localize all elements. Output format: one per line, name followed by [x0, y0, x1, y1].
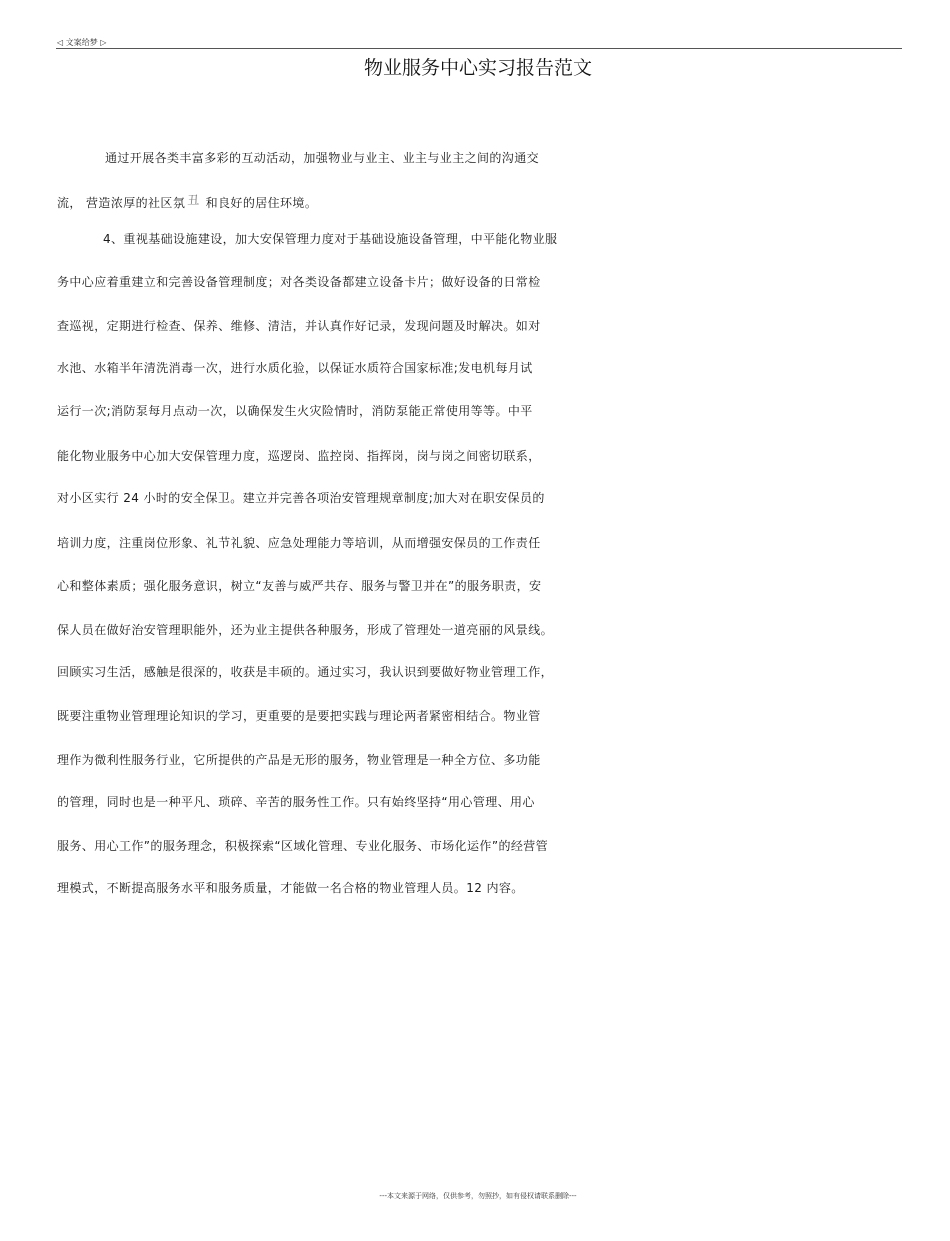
paragraph-line: 理作为微利性服务行业，它所提供的产品是无形的服务，物业管理是一种全方位、多功能: [57, 753, 541, 767]
paragraph-line: 水池、水箱半年清洗消毒一次，进行水质化验，以保证水质符合国家标准;发电机每月试: [57, 361, 533, 375]
paragraph-line: 保人员在做好治安管理职能外，还为业主提供各种服务，形成了管理处一道亮丽的风景线。: [57, 623, 554, 637]
document-title: 物业服务中心实习报告范文: [363, 57, 592, 79]
paragraph-line: 对小区实行 24 小时的安全保卫。建立并完善各项治安管理规章制度;加大对在职安保员的: [57, 491, 545, 505]
paragraph-line: 4、重视基础设施建设，加大安保管理力度对于基础设施设备管理，中平能化物业服: [103, 232, 558, 246]
paragraph-line: 运行一次;消防泵每月点动一次，以确保发生火灾险情时，消防泵能正常使用等等。中平: [57, 404, 533, 418]
paragraph-line: 服务、用心工作”的服务理念，积极探索“区域化管理、专业化服务、市场化运作”的经营管: [57, 839, 549, 853]
paragraph-line: 的管理，同时也是一种平凡、琐碎、辛苦的服务性工作。只有始终坚持“用心管理、用心: [57, 795, 535, 809]
footer-disclaimer: ---本文来源于网络，仅供参考，勿照抄，如有侵权请联系删除---: [379, 1192, 577, 1200]
header-label: ◁ 文案给梦 ▷: [57, 38, 107, 47]
paragraph-line: 既要注重物业管理理论知识的学习，更重要的是要把实践与理论两者紧密相结合。物业管: [57, 709, 541, 723]
header-rule: [56, 48, 902, 49]
paragraph-line: 培训力度，注重岗位形象、礼节礼貌、应急处理能力等培训，从而增强安保员的工作责任: [57, 536, 541, 550]
paragraph-line: 通过开展各类丰富多彩的互动活动，加强物业与业主、业主与业主之间的沟通交: [105, 151, 540, 165]
paragraph-line: [57, 194, 907, 209]
line-text: 和良好的居住环境。: [205, 196, 318, 210]
paragraph-line: 理模式，不断提高服务水平和服务质量，才能做一名合格的物业管理人员。12 内容。: [57, 881, 524, 895]
paragraph-line: 务中心应着重建立和完善设备管理制度；对各类设备都建立设备卡片；做好设备的日常检: [57, 275, 541, 289]
line-text: 流， 营造浓厚的社区氛: [57, 196, 186, 210]
paragraph-line: 能化物业服务中心加大安保管理力度，巡逻岗、监控岗、指挥岗，岗与岗之间密切联系，: [57, 449, 541, 463]
paragraph-line: 回顾实习生活，感触是很深的，收获是丰硕的。通过实习，我认识到要做好物业管理工作，: [57, 665, 554, 679]
paragraph-line: 心和整体素质；强化服务意识，树立“友善与威严共存、服务与警卫并在”的服务职责，安: [57, 579, 542, 593]
paragraph-line: 查巡视，定期进行检查、保养、维修、清洁，并认真作好记录，发现问题及时解决。如对: [57, 319, 541, 333]
scan-artifact-glyph: 丑: [187, 193, 200, 207]
